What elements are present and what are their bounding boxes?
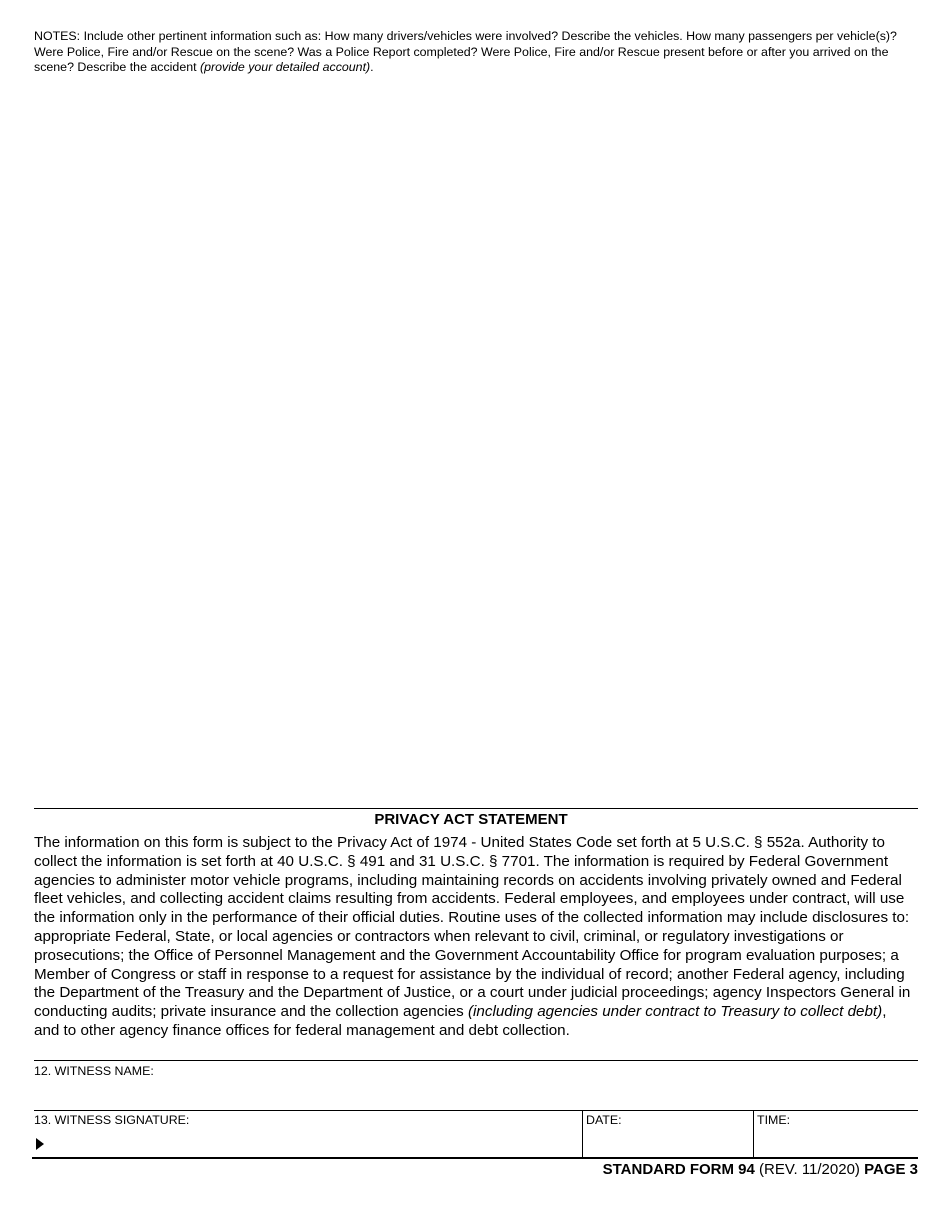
privacy-body-text: The information on this form is subject to the Privacy Act of 1974 - United States Code set forth at 5 U.S.C. § 552a. Authority to collect the information is set forth at 40 U.S.C. § 491 and 31 U.S.C. § 7701. The information is required by Federal Government agencies to administer motor vehicle programs, including maintaining records on accidents involving privately owned and Federal fleet vehicles, and collecting accident claims resulting from accidents. Federal employees, and employees under contract, will use the information only in the performance of their official duties. Routine uses of the collected information may include disclosures to: appropriate Federal, State, or local agencies or contractors when relevant to civil, criminal, or regulatory investigations or prosecutions; the Office of Personnel Management and the Government Accountability Office for program evaluation purposes; a Member of Congress or staff in response to a request for assistance by the individual of record; another Federal agency, including the Department of the Treasury and the Department of Justice, or a court under judicial proceedings; agency Inspectors General in conducting audits; private insurance and the collection agencies — [34, 834, 911, 1021]
time-field[interactable] — [757, 1128, 917, 1156]
date-field[interactable] — [586, 1128, 750, 1156]
time-divider — [753, 1110, 754, 1158]
form-name: STANDARD FORM 94 — [602, 1161, 755, 1178]
witness-name-top-divider — [34, 1060, 918, 1061]
notes-end: . — [370, 60, 374, 75]
privacy-italic-text: (including agencies under contract to Treasury to collect debt) — [467, 1003, 883, 1021]
witness-signature-field[interactable] — [48, 1128, 580, 1156]
privacy-act-title: PRIVACY ACT STATEMENT — [374, 811, 568, 828]
witness-signature-top-divider — [34, 1110, 918, 1111]
privacy-end-text: , and to other agency finance offices for federal management and debt collection. — [34, 1003, 887, 1039]
privacy-top-divider — [34, 808, 918, 809]
form-bottom-border — [32, 1157, 918, 1159]
notes-text-area[interactable] — [34, 78, 918, 806]
notes-italic-text: (provide your detailed account) — [200, 60, 371, 75]
witness-name-field[interactable] — [34, 1078, 918, 1108]
form-footer — [603, 1161, 918, 1179]
date-label: DATE: — [586, 1113, 622, 1127]
form-revision: (REV. 11/2020) — [754, 1161, 865, 1178]
date-divider — [582, 1110, 583, 1158]
notes-text: NOTES: Include other pertinent information such as: How many drivers/vehicles were involved? Describe the vehicles. How many passengers per vehicle(s)? Were Police, Fire and/or Rescue on the scene? Was a Police Report completed? Were Police, Fire and/or Rescue present before or after you arrived on the scene? Describe the accident — [34, 29, 897, 75]
time-label: TIME: — [757, 1113, 791, 1127]
page-number: PAGE 3 — [864, 1161, 918, 1178]
witness-name-label: 12. WITNESS NAME: — [34, 1064, 154, 1078]
signature-arrow-icon — [36, 1138, 44, 1150]
privacy-act-statement — [34, 834, 914, 1041]
notes-instructions — [34, 29, 924, 76]
witness-signature-label: 13. WITNESS SIGNATURE: — [34, 1113, 190, 1127]
